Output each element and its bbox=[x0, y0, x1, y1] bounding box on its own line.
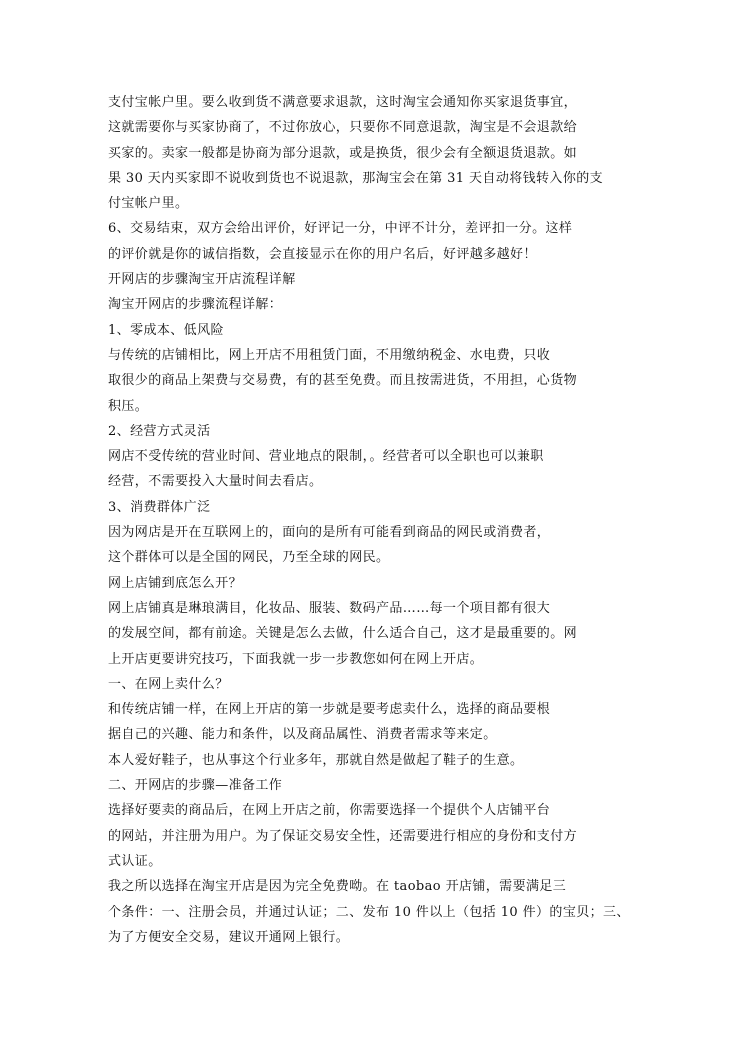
text-line: 为了方便安全交易，建议开通网上银行。 bbox=[108, 929, 350, 945]
list-heading: 3、消费群体广泛 bbox=[108, 499, 211, 515]
text-line: 积压。 bbox=[108, 398, 149, 414]
question-heading: 网上店铺到底怎么开？ bbox=[108, 575, 243, 591]
text-line: 选择好要卖的商品后，在网上开店之前，你需要选择一个提供个人店铺平台 bbox=[108, 803, 551, 819]
text-line: 果 30 天内买家即不说收到货也不说退款，那淘宝会在第 31 天自动将钱转入你的支 bbox=[108, 170, 604, 186]
document-body bbox=[108, 90, 630, 950]
text-line: 和传统店铺一样，在网上开店的第一步就是要考虑卖什么，选择的商品要根 bbox=[108, 702, 551, 718]
text-line: 取很少的商品上架费与交易费，有的甚至免费。而且按需进货，不用担，心货物 bbox=[108, 373, 578, 389]
section-heading: 开网店的步骤淘宝开店流程详解 bbox=[108, 272, 296, 288]
text-line: 网上店铺真是琳琅满目，化妆品、服装、数码产品……每一个项目都有很大 bbox=[108, 600, 551, 616]
section-heading: 二、开网店的步骤—准备工作 bbox=[108, 778, 283, 794]
text-line: 个条件：一、注册会员，并通过认证；二、发布 10 件以上（包括 10 件）的宝贝；三、 bbox=[108, 904, 630, 920]
text-line: 的发展空间，都有前途。关键是怎么去做，什么适合自己，这才是最重要的。网 bbox=[108, 626, 578, 642]
list-heading: 1、零成本、低风险 bbox=[108, 322, 224, 338]
subsection-heading: 淘宝开网店的步骤流程详解： bbox=[108, 297, 283, 313]
text-line: 我之所以选择在淘宝开店是因为完全免费呦。在 taobao 开店铺，需要满足三 bbox=[108, 879, 567, 895]
text-line: 的评价就是你的诚信指数，会直接显示在你的用户名后，好评越多越好！ bbox=[108, 246, 537, 262]
text-line: 经营，不需要投入大量时间去看店。 bbox=[108, 474, 323, 490]
text-line: 6、交易结束，双方会给出评价，好评记一分，中评不计分，差评扣一分。这样 bbox=[108, 221, 573, 237]
text-line: 的网站，并注册为用户。为了保证交易安全性，还需要进行相应的身份和支付方 bbox=[108, 828, 578, 844]
text-line: 支付宝帐户里。要么收到货不满意要求退款，这时淘宝会通知你买家退货事宜， bbox=[108, 95, 578, 110]
text-line: 付宝帐户里。 bbox=[108, 196, 189, 212]
text-line: 因为网店是开在互联网上的，面向的是所有可能看到商品的网民或消费者， bbox=[108, 525, 551, 541]
text-line: 与传统的店铺相比，网上开店不用租赁门面，不用缴纳税金、水电费，只收 bbox=[108, 347, 551, 363]
text-line: 本人爱好鞋子，也从事这个行业多年，那就自然是做起了鞋子的生意。 bbox=[108, 752, 524, 768]
list-heading: 2、经营方式灵活 bbox=[108, 423, 211, 439]
text-line: 这就需要你与买家协商了，不过你放心，只要你不同意退款，淘宝是不会退款给 bbox=[108, 120, 578, 136]
text-line: 式认证。 bbox=[108, 853, 162, 869]
text-line: 上开店更要讲究技巧，下面我就一步一步教您如何在网上开店。 bbox=[108, 651, 484, 667]
text-line: 网店不受传统的营业时间、营业地点的限制，。经营者可以全职也可以兼职 bbox=[108, 449, 544, 465]
text-line: 买家的。卖家一般都是协商为部分退款，或是换货，很少会有全额退货退款。如 bbox=[108, 145, 578, 161]
text-line: 据自己的兴趣、能力和条件，以及商品属性、消费者需求等来定。 bbox=[108, 727, 497, 743]
section-heading: 一、在网上卖什么？ bbox=[108, 676, 229, 692]
text-line: 这个群体可以是全国的网民，乃至全球的网民。 bbox=[108, 550, 390, 566]
